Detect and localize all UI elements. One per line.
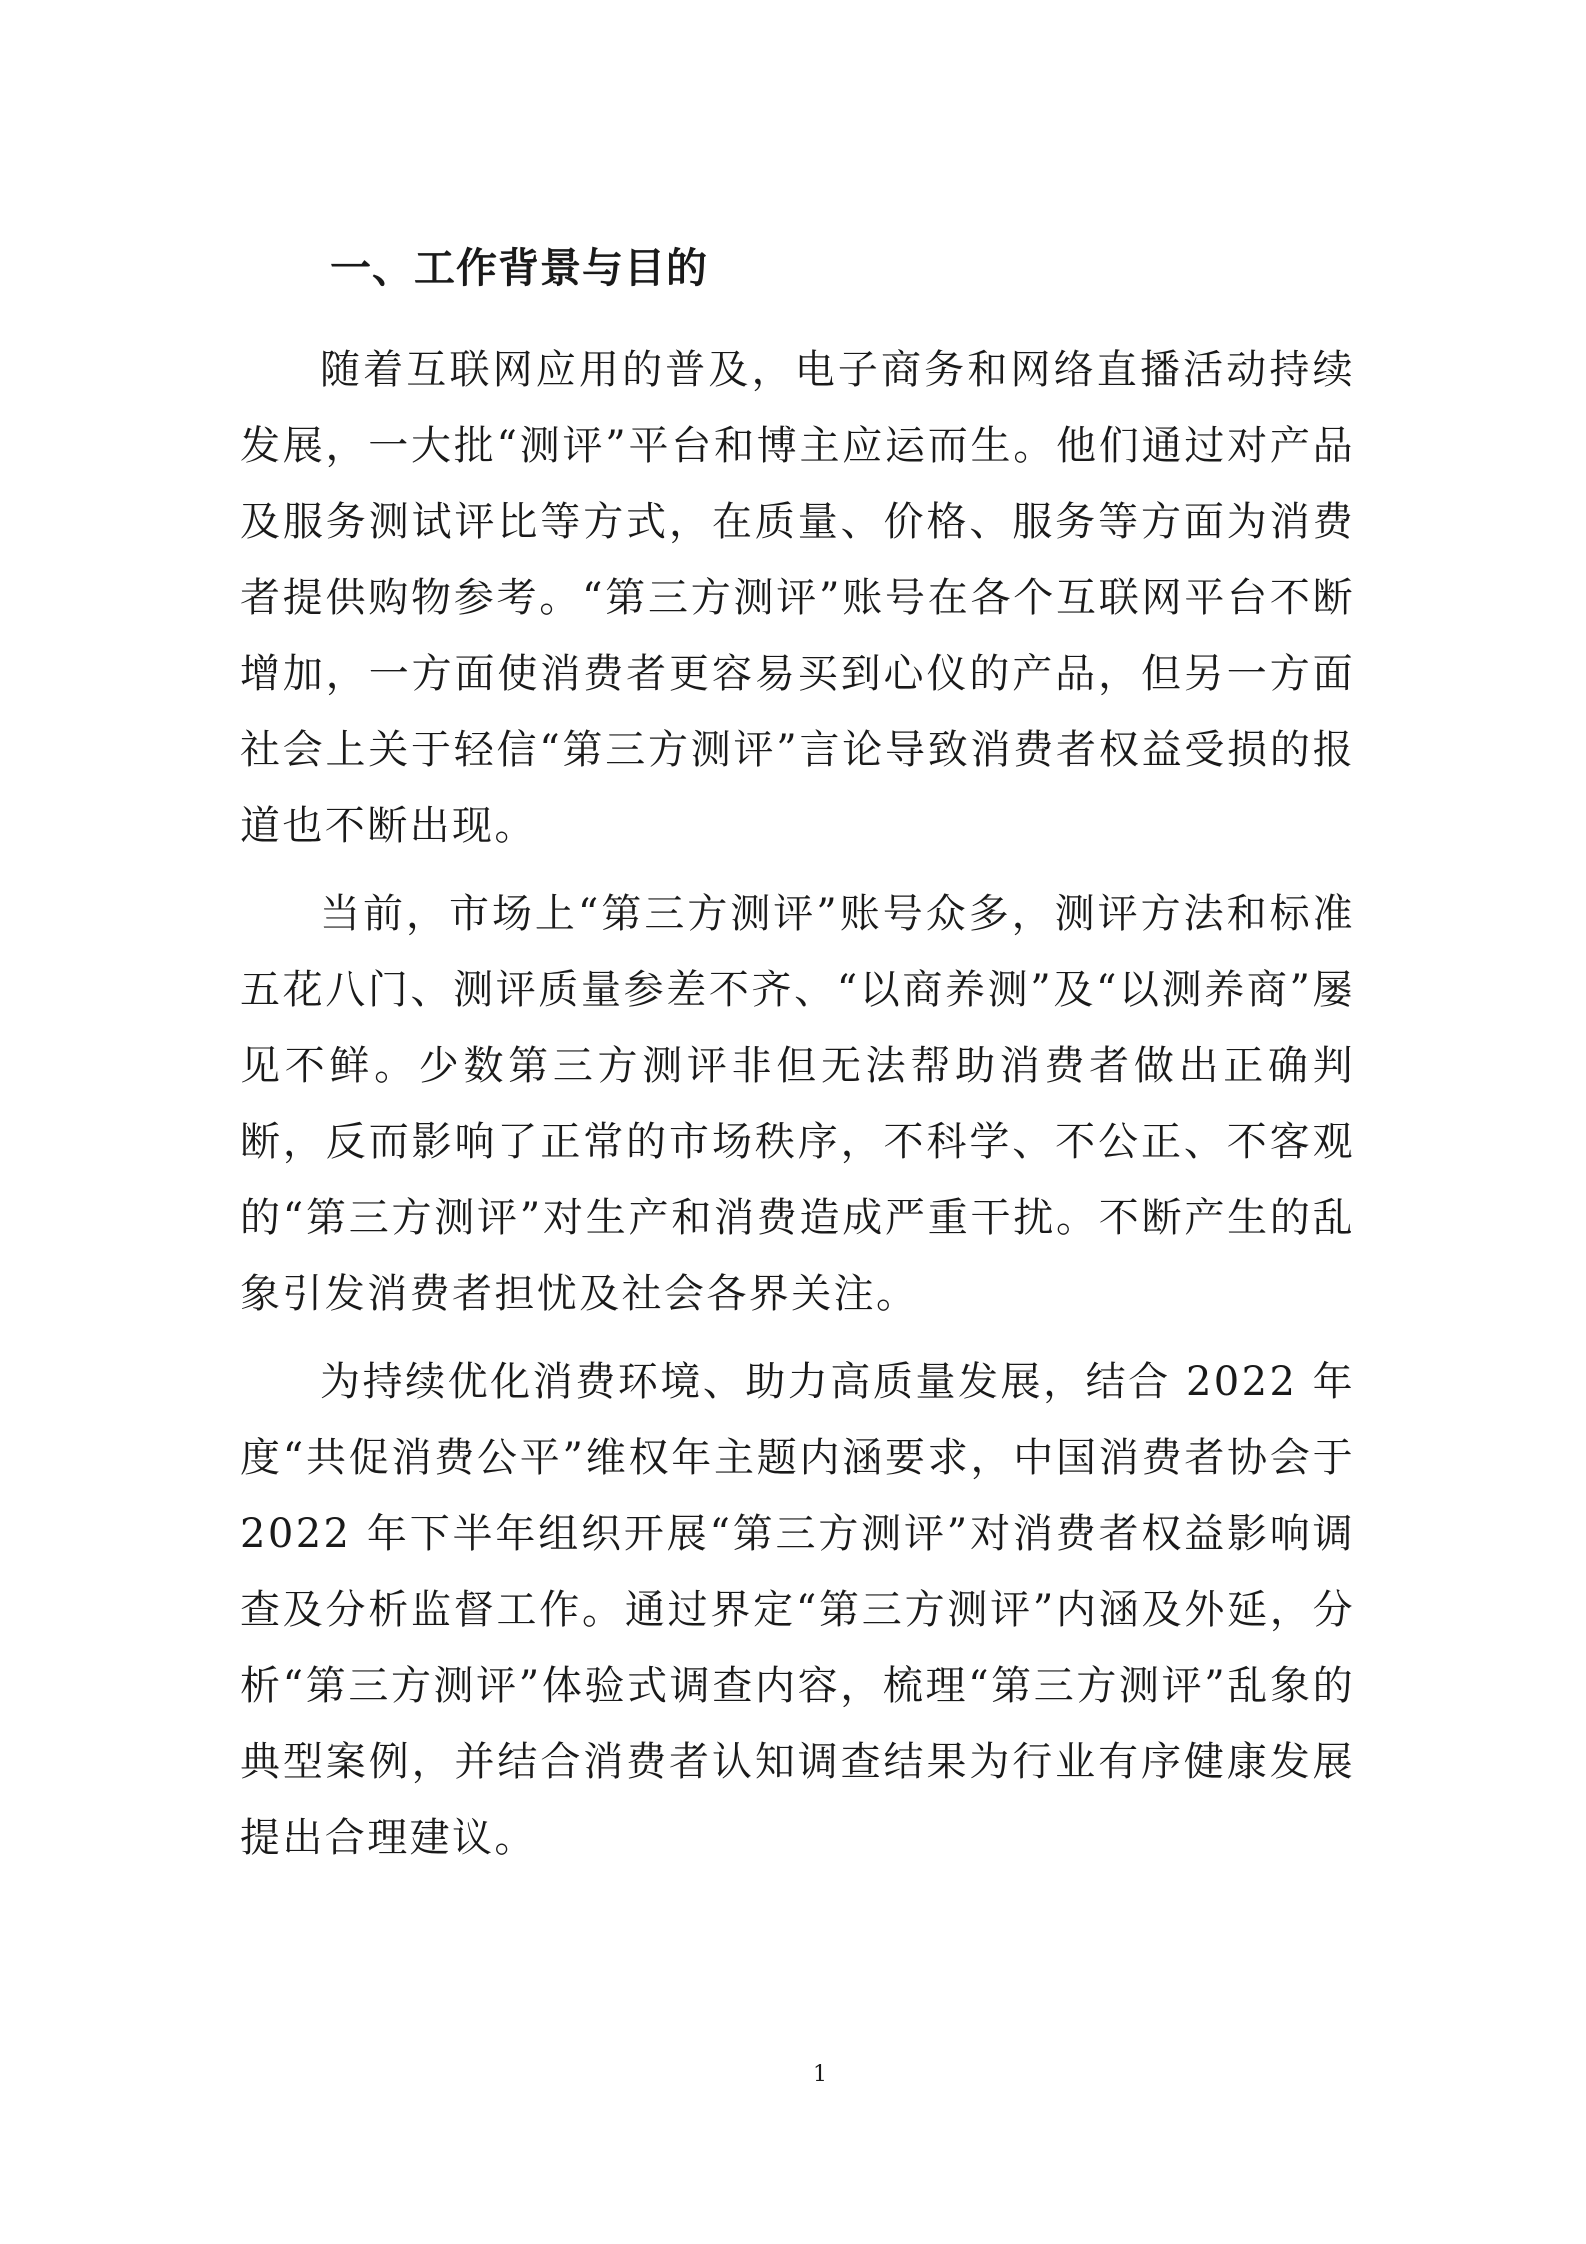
page-number: 1 xyxy=(813,2062,827,2087)
section-heading: 一、工作背景与目的 xyxy=(330,244,708,292)
paragraph-purpose: 为持续优化消费环境、助力高质量发展，结合 2022 年度“共促消费公平”维权年主题内涵要求，中国消费者协会于 2022 年下半年组织开展“第三方测评”对消费者权益影响调查及分析监督工作。通过界定“第三方测评”内涵及外延，分析“第三方测评”体验式调查内容，梳理“第三方测评”乱象的典型案例，并结合消费者认知调查结果为行业有序健康发展提出合理建议。 xyxy=(240,1359,1355,1861)
paragraph-current-situation: 当前，市场上“第三方测评”账号众多，测评方法和标准五花八门、测评质量参差不齐、“以商养测”及“以测养商”屡见不鲜。少数第三方测评非但无法帮助消费者做出正确判断，反而影响了正常的市场秩序，不科学、不公正、不客观的“第三方测评”对生产和消费造成严重干扰。不断产生的乱象引发消费者担忧及社会各界关注。 xyxy=(240,891,1355,1317)
paragraph-background: 随着互联网应用的普及，电子商务和网络直播活动持续发展，一大批“测评”平台和博主应运而生。他们通过对产品及服务测试评比等方式，在质量、价格、服务等方面为消费者提供购物参考。“第三方测评”账号在各个互联网平台不断增加，一方面使消费者更容易买到心仪的产品，但另一方面社会上关于轻信“第三方测评”言论导致消费者权益受损的报道也不断出现。 xyxy=(240,347,1355,849)
